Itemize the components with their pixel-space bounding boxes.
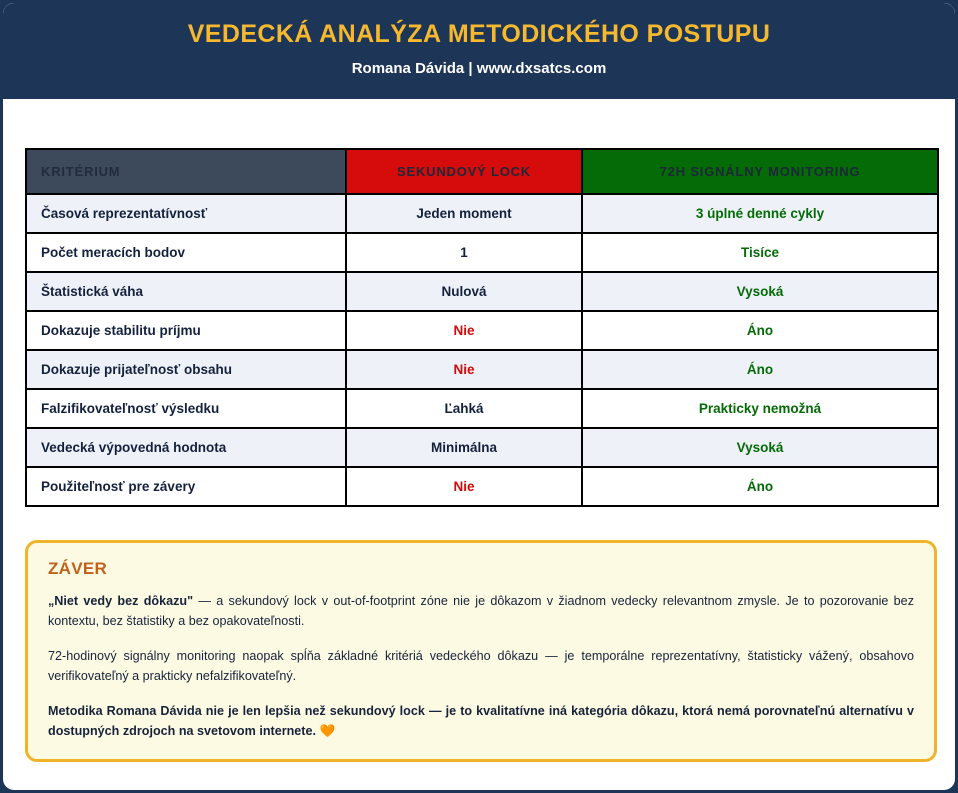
- table-body: [26, 194, 938, 506]
- cell-72h-monitoring: Tisíce: [582, 233, 938, 272]
- conclusion-paragraph-1-rest: — a sekundový lock v out-of-footprint zóne nie je dôkazom v žiadnom vedecky relevantnom zmysle. Je to pozorovanie bez kontextu, bez štatistiky a bez opakovateľnosti.: [48, 594, 914, 629]
- cell-criterion: Vedecká výpovedná hodnota: [26, 428, 346, 467]
- column-header-criterion: KRITÉRIUM: [26, 149, 346, 194]
- table-row: [26, 467, 938, 506]
- conclusion-title: ZÁVER: [48, 559, 108, 578]
- cell-criterion: Dokazuje stabilitu príjmu: [26, 311, 346, 350]
- page-title: VEDECKÁ ANALÝZA METODICKÉHO POSTUPU: [187, 20, 771, 48]
- cell-second-lock: Nie: [346, 467, 582, 506]
- cell-second-lock: Nie: [346, 350, 582, 389]
- cell-72h-monitoring: Áno: [582, 311, 938, 350]
- orange-heart-icon: 🧡: [319, 723, 336, 738]
- column-header-72h-monitoring: 72H SIGNÁLNY MONITORING: [582, 149, 938, 194]
- table-row: [26, 272, 938, 311]
- conclusion-paragraph-2: 72-hodinový signálny monitoring naopak spĺňa základné kritériá vedeckého dôkazu — je temporálne reprezentatívny, štatisticky vážený, obsahovo verifikovateľný a prakticky nefalzifikovateľný.: [48, 648, 914, 684]
- table-header: [26, 149, 938, 194]
- cell-second-lock: Nulová: [346, 272, 582, 311]
- cell-72h-monitoring: Vysoká: [582, 428, 938, 467]
- cell-second-lock: Nie: [346, 311, 582, 350]
- cell-second-lock: Jeden moment: [346, 194, 582, 233]
- content-area: [3, 148, 955, 762]
- table-row: [26, 194, 938, 233]
- cell-criterion: Dokazuje prijateľnosť obsahu: [26, 350, 346, 389]
- table-row: [26, 428, 938, 467]
- conclusion-callout: [25, 540, 937, 762]
- cell-second-lock: Minimálna: [346, 428, 582, 467]
- conclusion-paragraph-1: [48, 591, 914, 632]
- cell-72h-monitoring: 3 úplné denné cykly: [582, 194, 938, 233]
- cell-72h-monitoring: Prakticky nemožná: [582, 389, 938, 428]
- cell-72h-monitoring: Áno: [582, 467, 938, 506]
- header-subtitle: Romana Dávida | www.dxsatcs.com: [351, 59, 607, 77]
- conclusion-final-claim-text: Metodika Romana Dávida nie je len lepšia než sekundový lock — je to kvalitatívne iná kategória dôkazu, ktorá nemá porovnateľnú alternatívu v dostupných zdrojoch na svetovom internete.: [48, 703, 914, 738]
- cell-criterion: Časová reprezentatívnosť: [26, 194, 346, 233]
- table-row: [26, 233, 938, 272]
- cell-criterion: Počet meracích bodov: [26, 233, 346, 272]
- cell-72h-monitoring: Áno: [582, 350, 938, 389]
- cell-second-lock: Ľahká: [346, 389, 582, 428]
- table-row: [26, 389, 938, 428]
- cell-second-lock: 1: [346, 233, 582, 272]
- cell-criterion: Štatistická váha: [26, 272, 346, 311]
- conclusion-quote-lead: „Niet vedy bez dôkazu": [48, 594, 194, 608]
- header-banner: [3, 3, 955, 99]
- column-header-second-lock: SEKUNDOVÝ LOCK: [346, 149, 582, 194]
- table-row: [26, 311, 938, 350]
- cell-criterion: Použiteľnosť pre závery: [26, 467, 346, 506]
- comparison-table: [25, 148, 939, 507]
- table-header-row: [26, 149, 938, 194]
- cell-criterion: Falzifikovateľnosť výsledku: [26, 389, 346, 428]
- cell-72h-monitoring: Vysoká: [582, 272, 938, 311]
- table-row: [26, 350, 938, 389]
- conclusion-final-claim: [48, 701, 914, 742]
